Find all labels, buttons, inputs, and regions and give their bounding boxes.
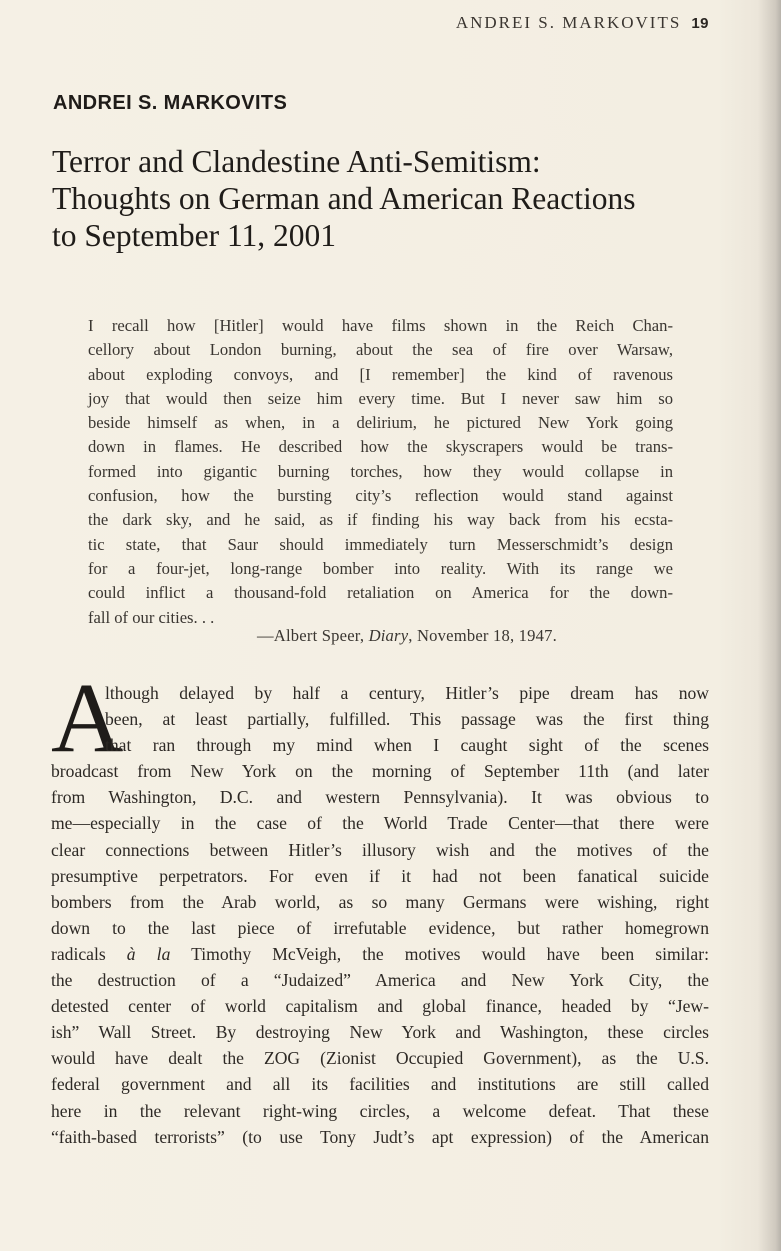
epigraph-line: confusion, how the bursting city’s reflection would stand against [88,486,673,506]
body-line: down to the last piece of irrefutable evidence, but rather homegrown [51,917,709,938]
italic-phrase: à la [126,943,171,964]
body-line: clear connections between Hitler’s illusory wish and the motives of the [51,839,709,860]
attribution-work: Diary [368,626,409,645]
body-text [51,680,709,1150]
epigraph-line: could inflict a thousand-fold retaliation on America for the down- [88,583,673,603]
epigraph [88,314,673,630]
epigraph-line: about exploding convoys, and [I remember] the kind of ravenous [88,364,673,384]
running-head [456,13,709,33]
drop-cap: A [51,662,124,773]
body-line: presumptive perpetrators. For even if it had not been fanatical suicide [51,865,709,886]
epigraph-line: the dark sky, and he said, as if finding his way back from his ecsta- [88,510,673,530]
body-line: would have dealt the ZOG (Zionist Occupied Government), as the U.S. [51,1048,709,1069]
body-line: here in the relevant right-wing circles, a welcome defeat. That these [51,1100,709,1121]
body-line: broadcast from New York on the morning of September 11th (and later [51,761,709,782]
body-line: the destruction of a “Judaized” America and New York City, the [51,970,709,991]
epigraph-line: beside himself as when, in a delirium, he pictured New York going [88,413,673,433]
body-line: that ran through my mind when I caught sight of the scenes [105,735,709,756]
epigraph-line: down in flames. He described how the skyscrapers would be trans- [88,437,673,457]
epigraph-attribution [257,626,557,646]
body-line: ish” Wall Street. By destroying New York and Washington, these circles [51,1022,709,1043]
body-line: “faith-based terrorists” (to use Tony Judt’s apt expression) of the American [51,1126,709,1147]
title-line: Terror and Clandestine Anti-Semitism: [52,144,541,179]
body-line: me—especially in the case of the World Trade Center—that there were [51,813,709,834]
epigraph-line: for a four-jet, long-range bomber into reality. With its range we [88,558,673,578]
epigraph-line: fall of our cities. . . [88,607,215,627]
attribution-suffix: , November 18, 1947. [408,626,557,645]
running-head-author: ANDREI S. MARKOVITS [455,13,682,32]
body-line: radicals à la Timothy McVeigh, the motives would have been similar: [51,943,709,964]
epigraph-line: tic state, that Saur should immediately turn Messerschmidt’s design [88,534,673,554]
epigraph-line: formed into gigantic burning torches, how they would collapse in [88,461,673,481]
body-line: from Washington, D.C. and western Pennsylvania). It was obvious to [51,787,709,808]
body-line: detested center of world capitalism and global finance, headed by “Jew- [51,996,709,1017]
body-line: lthough delayed by half a century, Hitler’s pipe dream has now [105,683,709,703]
attribution-prefix: —Albert Speer, [257,626,369,645]
title-line: to September 11, 2001 [52,218,337,253]
epigraph-line: cellory about London burning, about the sea of fire over Warsaw, [88,340,673,360]
body-line: been, at least partially, fulfilled. This passage was the first thing [105,709,709,730]
epigraph-line: I recall how [Hitler] would have films shown in the Reich Chan- [88,316,673,335]
body-line: federal government and all its facilities and institutions are still called [51,1074,709,1095]
page-number: 19 [691,15,709,32]
chapter-author: ANDREI S. MARKOVITS [53,92,288,114]
epigraph-line: joy that would then seize him every time. But I never saw him so [88,388,673,408]
body-line: bombers from the Arab world, as so many Germans were wishing, right [51,891,709,912]
title-line: Thoughts on German and American Reactions [52,181,636,216]
chapter-title [52,143,732,254]
